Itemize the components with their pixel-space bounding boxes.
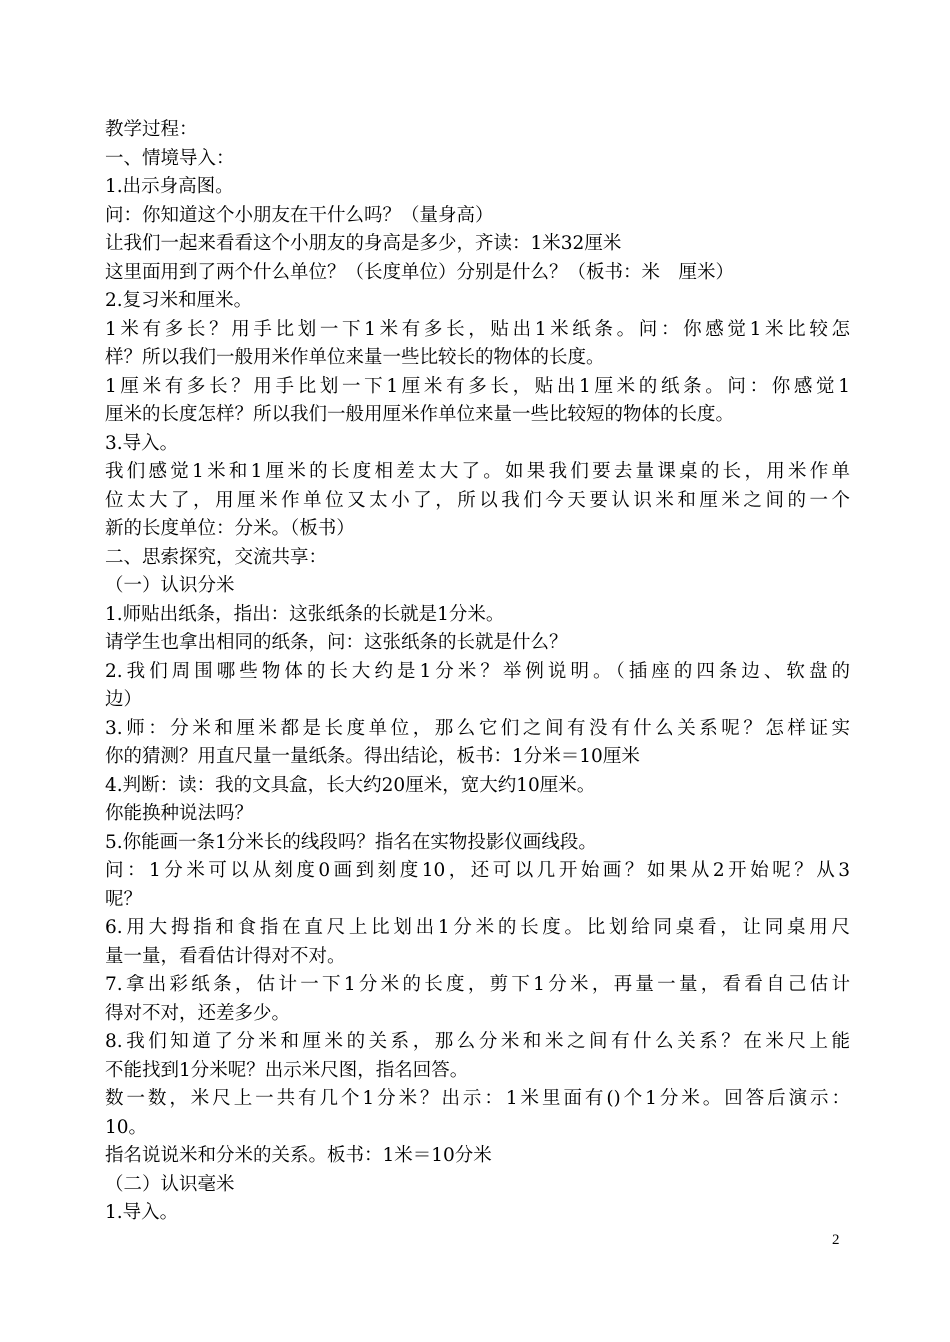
text-line: 你能换种说法吗？	[105, 803, 254, 824]
text-line: 1.师贴出纸条，指出：这张纸条的长就是1分米。	[105, 603, 505, 625]
subsection-heading: （二）认识毫米	[105, 1173, 235, 1195]
text-line: 厘米的长度怎样？所以我们一般用厘米作单位来量一些比较短的物体的长度。	[105, 404, 735, 425]
text-line: 3.导入。	[105, 432, 179, 454]
lesson-text	[105, 116, 850, 1228]
text-line: 新的长度单位：分米。（板书）	[105, 518, 355, 539]
text-line: 4.判断：读：我的文具盒，长大约20厘米，宽大约10厘米。	[105, 774, 596, 796]
text-line: 问：1分米可以从刻度0画到刻度10，还可以几开始画？如果从2开始呢？从3	[105, 860, 850, 881]
text-line: 7.拿出彩纸条，估计一下1分米的长度，剪下1分米，再量一量，看看自己估计	[105, 974, 850, 995]
text-line: 10。	[105, 1116, 148, 1138]
text-line: 数一数，米尺上一共有几个1分米？出示：1米里面有()个1分米。回答后演示：	[105, 1088, 850, 1109]
text-line: 2.我们周围哪些物体的长大约是1分米？举例说明。（插座的四条边、软盘的	[105, 660, 850, 682]
text-line: 不能找到1分米呢？出示米尺图，指名回答。	[105, 1059, 469, 1081]
section-heading: 二、思索探究，交流共享：	[105, 546, 328, 568]
text-line: 教学过程：	[105, 119, 198, 140]
text-line: 我们感觉1米和1厘米的长度相差太大了。如果我们要去量课桌的长，用米作单	[105, 461, 850, 482]
text-line: 得对不对，还差多少。	[105, 1002, 291, 1024]
text-line: 让我们一起来看看这个小朋友的身高是多少，齐读：1米32厘米	[105, 233, 622, 254]
text-line: 指名说说米和分米的关系。板书：1米＝10分米	[105, 1145, 492, 1166]
text-line: 边）	[105, 689, 143, 710]
text-line: 位太大了，用厘米作单位又太小了，所以我们今天要认识米和厘米之间的一个	[105, 489, 850, 511]
text-line: 8.我们知道了分米和厘米的关系，那么分米和米之间有什么关系？在米尺上能	[105, 1031, 850, 1052]
text-line: 6.用大拇指和食指在直尺上比划出1分米的长度。比划给同桌看，让同桌用尺	[105, 917, 850, 938]
text-line: 3.师：分米和厘米都是长度单位，那么它们之间有没有什么关系呢？怎样证实	[105, 717, 850, 739]
text-line: 问：你知道这个小朋友在干什么吗？（量身高）	[105, 204, 494, 226]
text-line: 1厘米有多长？用手比划一下1厘米有多长，贴出1厘米的纸条。问：你感觉1	[105, 375, 850, 397]
text-line: 1.导入。	[105, 1202, 179, 1223]
text-line: 量一量，看看估计得对不对。	[105, 945, 346, 967]
text-line: 呢？	[105, 888, 143, 910]
text-line: 1米有多长？用手比划一下1米有多长，贴出1米纸条。问：你感觉1米比较怎	[105, 318, 850, 340]
subsection-heading: （一）认识分米	[105, 575, 235, 596]
text-line: 请学生也拿出相同的纸条，问：这张纸条的长就是什么？	[105, 632, 568, 653]
section-heading: 一、情境导入：	[105, 147, 235, 169]
text-line: 2.复习米和厘米。	[105, 290, 253, 311]
page-number: 2	[832, 1232, 840, 1248]
text-line: 1.出示身高图。	[105, 176, 234, 197]
text-line: 你的猜测？用直尺量一量纸条。得出结论，板书：1分米＝10厘米	[105, 746, 640, 767]
text-line: 样？所以我们一般用米作单位来量一些比较长的物体的长度。	[105, 347, 605, 368]
text-line: 这里面用到了两个什么单位？（长度单位）分别是什么？（板书：米 厘米）	[105, 261, 735, 283]
text-line: 5.你能画一条1分米长的线段吗？指名在实物投影仪画线段。	[105, 831, 597, 853]
